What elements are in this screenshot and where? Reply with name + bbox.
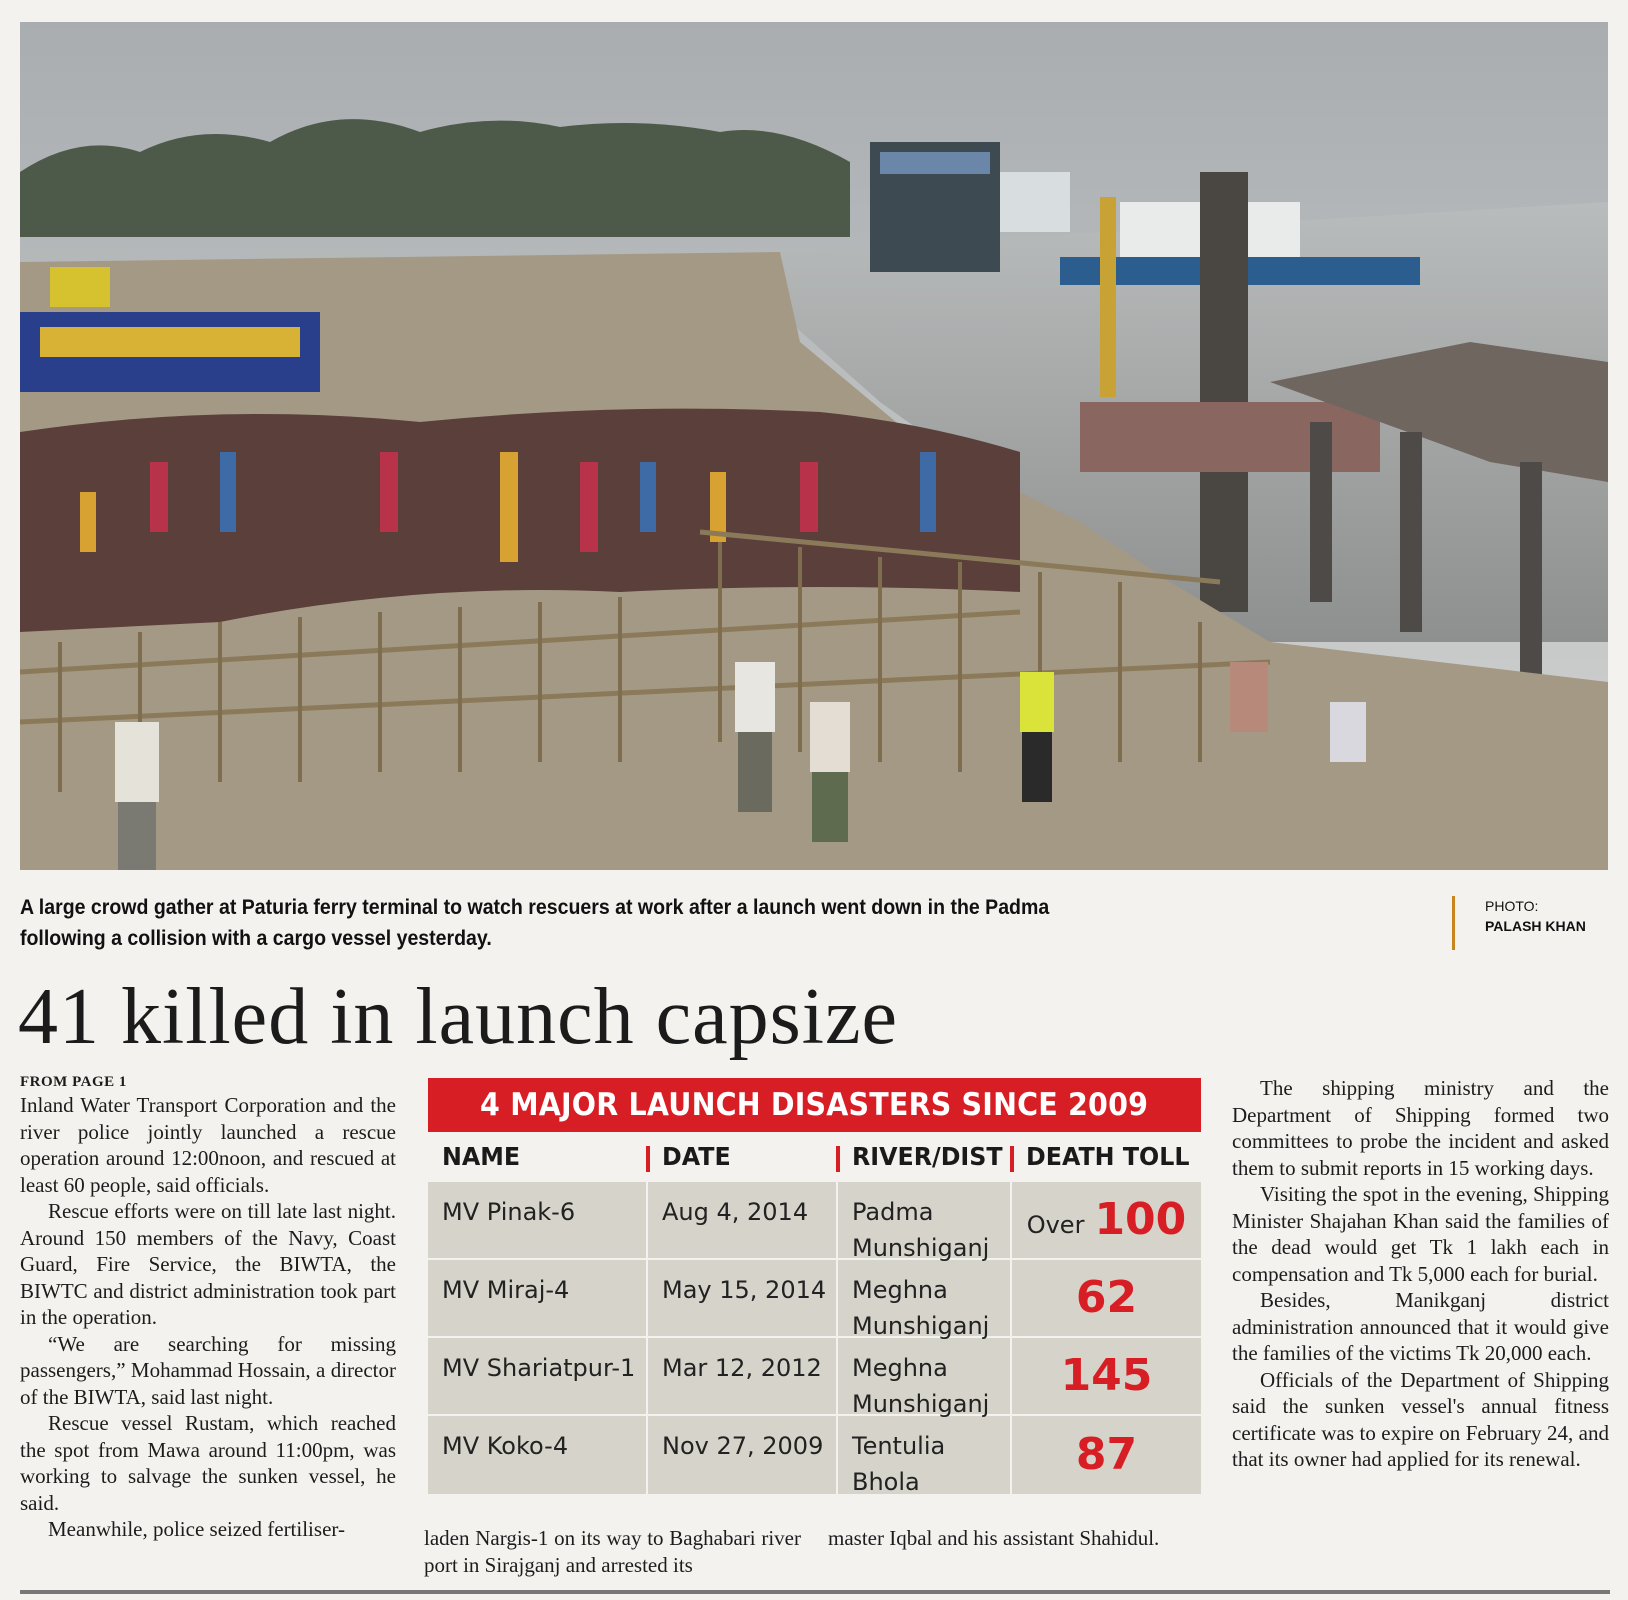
ferry-terminal-photo: [20, 22, 1608, 870]
article-column-4: [1232, 1075, 1609, 1473]
credit-name: PALASH KHAN: [1485, 918, 1586, 934]
cell-death-toll: 87: [1010, 1416, 1201, 1494]
cell-name: MV Pinak-6: [442, 1198, 576, 1226]
headline: 41 killed in launch capsize: [18, 973, 899, 1061]
article-paragraph: Visiting the spot in the evening, Shipping Minister Shajahan Khan said the families of the dead would get Tk 1 lakh each in compensation and Tk 5,000 each for burial.: [1232, 1182, 1609, 1286]
cell-date: Nov 27, 2009: [646, 1416, 836, 1494]
article-paragraph: Rescue vessel Rustam, which reached the spot from Mawa around 11:00pm, was working to salvage the sunken vessel, he said.: [20, 1411, 396, 1515]
header-name: NAME: [442, 1142, 521, 1171]
table-row: [428, 1416, 1201, 1494]
cell-name: MV Miraj-4: [442, 1276, 570, 1304]
header-date: DATE: [646, 1132, 836, 1182]
cell-date: Aug 4, 2014: [646, 1182, 836, 1258]
article-paragraph: master Iqbal and his assistant Shahidul.: [828, 1526, 1160, 1550]
table-header-row: [428, 1132, 1201, 1182]
cell-river: Meghna Munshiganj: [836, 1260, 1010, 1336]
cell-death-toll: 145: [1010, 1338, 1201, 1414]
article-paragraph: “We are searching for missing passengers,” Mohammad Hossain, a director of the BIWTA, said last night.: [20, 1331, 396, 1409]
credit-label: PHOTO:: [1485, 898, 1539, 914]
cell-death-toll: 62: [1010, 1260, 1201, 1336]
header-river: RIVER/DIST: [836, 1132, 1010, 1182]
from-page-kicker: FROM PAGE 1: [20, 1074, 127, 1090]
bottom-rule: [20, 1590, 1610, 1594]
table-row: [428, 1338, 1201, 1416]
article-paragraph: Rescue efforts were on till late last night. Around 150 members of the Navy, Coast Guard, Fire Service, the BIWTA, the BIWTC and district administration took part in the operation.: [20, 1199, 396, 1329]
cell-river: Tentulia Bhola: [836, 1416, 1010, 1494]
article-column-2: [424, 1525, 801, 1578]
article-paragraph: The shipping ministry and the Department of Shipping formed two committees to probe the incident and asked them to submit reports in 15 working days.: [1232, 1076, 1609, 1180]
cell-name: MV Koko-4: [442, 1432, 569, 1460]
article-paragraph: Besides, Manikganj district administration announced that it would give the families of the victims Tk 20,000 each.: [1232, 1288, 1609, 1365]
cell-date: Mar 12, 2012: [646, 1338, 836, 1414]
article-paragraph: laden Nargis-1 on its way to Baghabari river port in Sirajganj and arrested its: [424, 1526, 801, 1577]
cell-death-toll: Over 100: [1010, 1182, 1201, 1258]
table-body: [428, 1182, 1201, 1494]
cell-river: Padma Munshiganj: [836, 1182, 1010, 1258]
article-paragraph: Inland Water Transport Corporation and the river police jointly launched a rescue operation around 12:00noon, and rescued at least 60 people, said officials.: [20, 1093, 396, 1197]
photo-caption: A large crowd gather at Paturia ferry terminal to watch rescuers at work after a launch went down in the Padma following a collision with a cargo vessel yesterday.: [20, 896, 1050, 950]
news-photo: [20, 22, 1608, 870]
launch-disasters-table: [428, 1078, 1201, 1498]
cell-date: May 15, 2014: [646, 1260, 836, 1336]
photo-credit: [1452, 896, 1586, 950]
article-paragraph: Officials of the Department of Shipping said the sunken vessel's annual fitness certificate was to expire on February 24, and that its owner had applied for its renewal.: [1232, 1367, 1609, 1471]
table-row: [428, 1182, 1201, 1260]
header-death-toll: DEATH TOLL: [1010, 1132, 1201, 1182]
table-title: 4 MAJOR LAUNCH DISASTERS SINCE 2009: [428, 1078, 1201, 1132]
article-column-1: [20, 1072, 396, 1543]
article-column-3: [828, 1525, 1205, 1552]
table-row: [428, 1260, 1201, 1338]
cell-name: MV Shariatpur-1: [442, 1354, 636, 1382]
cell-river: Meghna Munshiganj: [836, 1338, 1010, 1414]
article-paragraph: Meanwhile, police seized fertiliser-: [48, 1517, 345, 1541]
